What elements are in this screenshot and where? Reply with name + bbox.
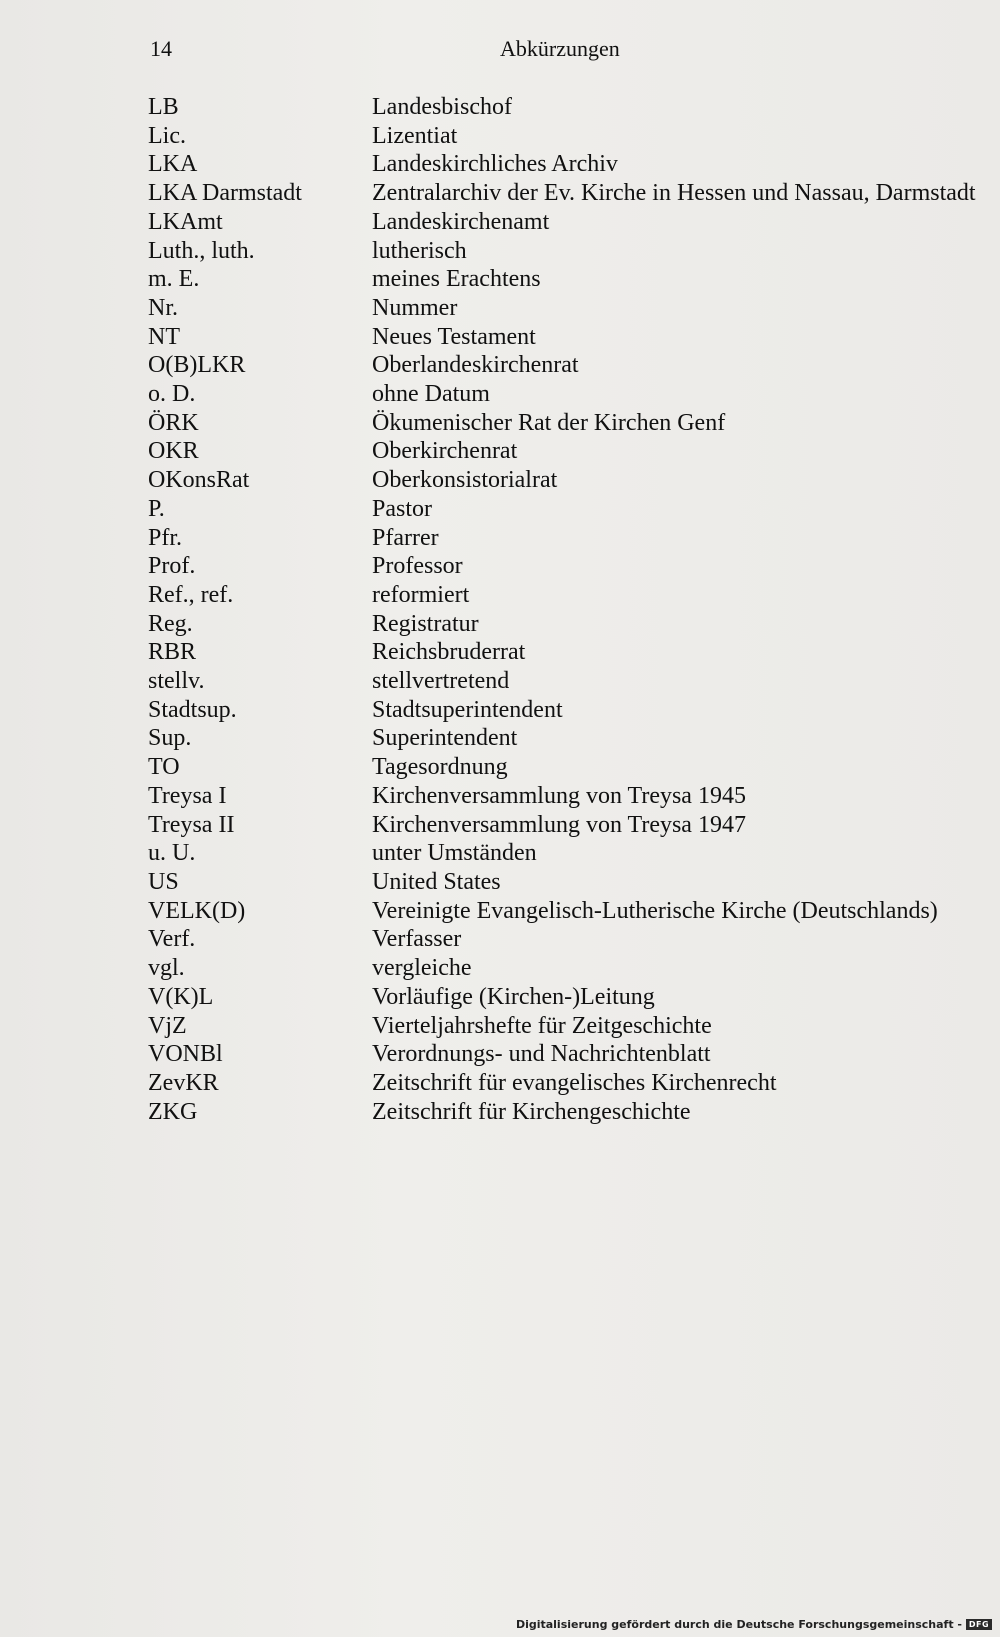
abbreviation-entry <box>148 1012 978 1041</box>
abbreviation-term: O(B)LKR <box>148 352 246 379</box>
abbreviation-entry <box>148 954 978 983</box>
credit-text: Digitalisierung gefördert durch die Deutsche Forschungsgemeinschaft - <box>515 1618 962 1631</box>
abbreviation-term: US <box>148 868 179 895</box>
abbreviation-term: OKonsRat <box>148 467 250 494</box>
abbreviation-meaning: Landeskirchenamt <box>372 208 550 235</box>
abbreviation-meaning: Registratur <box>372 610 479 637</box>
abbreviation-entry <box>148 552 978 581</box>
abbreviation-meaning: vergleiche <box>372 955 472 982</box>
abbreviation-meaning: Vorläufige (Kirchen-)Leitung <box>372 983 655 1010</box>
dfg-logo: DFG <box>966 1619 992 1630</box>
abbreviation-entry <box>148 782 978 811</box>
abbreviation-entry <box>148 753 978 782</box>
abbreviation-term: RBR <box>148 639 197 666</box>
abbreviation-entry <box>148 897 978 926</box>
page-number: 14 <box>150 36 172 61</box>
abbreviation-term: u. U. <box>148 840 196 867</box>
abbreviation-entry <box>148 380 978 409</box>
abbreviation-entry <box>148 466 978 495</box>
abbreviation-term: Sup. <box>148 725 192 752</box>
abbreviation-entry <box>148 495 978 524</box>
abbreviation-entry <box>148 581 978 610</box>
abbreviation-entry <box>148 1098 978 1127</box>
abbreviation-meaning: stellvertretend <box>372 668 510 695</box>
page-header <box>150 36 630 66</box>
abbreviation-entry <box>148 524 978 553</box>
abbreviation-meaning: ohne Datum <box>372 381 490 408</box>
abbreviation-term: Nr. <box>148 294 178 321</box>
abbreviation-list <box>148 93 978 1126</box>
abbreviation-entry <box>148 868 978 897</box>
abbreviation-term: Stadtsup. <box>148 696 237 723</box>
abbreviation-term: ZevKR <box>148 1069 219 1096</box>
abbreviation-meaning: Vereinigte Evangelisch-Lutherische Kirche (Deutschlands) <box>372 897 938 924</box>
abbreviation-meaning: Landeskirchliches Archiv <box>372 151 618 178</box>
abbreviation-meaning: Oberlandeskirchenrat <box>372 352 579 379</box>
abbreviation-meaning: Stadtsuperintendent <box>372 696 563 723</box>
abbreviation-term: VONBl <box>148 1041 223 1068</box>
abbreviation-entry <box>148 409 978 438</box>
abbreviation-entry <box>148 696 978 725</box>
abbreviation-term: m. E. <box>148 266 200 293</box>
running-title: Abkürzungen <box>500 36 620 61</box>
abbreviation-meaning: lutherisch <box>372 237 467 264</box>
abbreviation-entry <box>148 667 978 696</box>
abbreviation-meaning: Pfarrer <box>372 524 439 551</box>
abbreviation-meaning: Vierteljahrshefte für Zeitgeschichte <box>372 1012 712 1039</box>
abbreviation-meaning: Lizentiat <box>372 122 458 149</box>
abbreviation-term: Verf. <box>148 926 196 953</box>
abbreviation-term: Lic. <box>148 122 186 149</box>
abbreviation-term: Luth., luth. <box>148 237 255 264</box>
abbreviation-term: ÖRK <box>148 409 199 436</box>
abbreviation-meaning: Nummer <box>372 294 458 321</box>
abbreviation-meaning: Professor <box>372 553 463 580</box>
abbreviation-term: o. D. <box>148 381 196 408</box>
abbreviation-meaning: Verordnungs- und Nachrichtenblatt <box>372 1041 711 1068</box>
abbreviation-term: LKAmt <box>148 208 223 235</box>
abbreviation-meaning: Superintendent <box>372 725 518 752</box>
abbreviation-entry <box>148 351 978 380</box>
abbreviation-meaning: Verfasser <box>372 926 462 953</box>
abbreviation-term: Treysa I <box>148 782 227 809</box>
abbreviation-term: Prof. <box>148 553 196 580</box>
abbreviation-term: stellv. <box>148 668 205 695</box>
abbreviation-entry <box>148 811 978 840</box>
abbreviation-meaning: Neues Testament <box>372 323 536 350</box>
abbreviation-term: Ref., ref. <box>148 581 234 608</box>
abbreviation-entry <box>148 983 978 1012</box>
abbreviation-term: vgl. <box>148 955 185 982</box>
abbreviation-term: V(K)L <box>148 983 214 1010</box>
abbreviation-meaning: United States <box>372 868 501 895</box>
abbreviation-term: LB <box>148 94 179 120</box>
abbreviation-term: ZKG <box>148 1098 198 1125</box>
abbreviation-meaning: meines Erachtens <box>372 266 541 293</box>
abbreviation-meaning: Pastor <box>372 495 432 522</box>
abbreviation-entry <box>148 265 978 294</box>
abbreviation-term: Pfr. <box>148 524 183 551</box>
abbreviation-meaning: Tagesordnung <box>372 754 508 781</box>
abbreviation-term: LKA Darmstadt <box>148 180 302 207</box>
abbreviation-term: LKA <box>148 151 198 178</box>
abbreviation-entry <box>148 179 978 208</box>
abbreviation-meaning: Oberkirchenrat <box>372 438 518 465</box>
abbreviation-term: VjZ <box>148 1012 187 1039</box>
abbreviation-entry <box>148 1069 978 1098</box>
abbreviation-meaning: Kirchenversammlung von Treysa 1947 <box>372 811 746 838</box>
abbreviation-meaning: Zeitschrift für Kirchengeschichte <box>372 1098 691 1125</box>
abbreviation-entry <box>148 610 978 639</box>
abbreviation-meaning: Zeitschrift für evangelisches Kirchenrecht <box>372 1069 777 1096</box>
abbreviation-entry <box>148 208 978 237</box>
abbreviation-entry <box>148 93 978 122</box>
abbreviation-term: VELK(D) <box>148 897 246 924</box>
abbreviation-term: NT <box>148 323 180 350</box>
abbreviation-entry <box>148 294 978 323</box>
abbreviation-entry <box>148 839 978 868</box>
abbreviation-meaning: Landesbischof <box>372 94 512 120</box>
abbreviation-entry <box>148 150 978 179</box>
abbreviation-entry <box>148 1040 978 1069</box>
abbreviation-entry <box>148 237 978 266</box>
abbreviation-term: TO <box>148 754 180 781</box>
abbreviation-meaning: unter Umständen <box>372 840 537 867</box>
abbreviation-meaning: Ökumenischer Rat der Kirchen Genf <box>372 409 726 436</box>
abbreviation-term: Reg. <box>148 610 193 637</box>
abbreviation-term: OKR <box>148 438 199 465</box>
abbreviation-entry <box>148 638 978 667</box>
abbreviation-entry <box>148 437 978 466</box>
abbreviation-entry <box>148 925 978 954</box>
abbreviation-meaning: Oberkonsistorialrat <box>372 467 558 494</box>
abbreviation-term: Treysa II <box>148 811 235 838</box>
abbreviation-meaning: Reichsbruderrat <box>372 639 526 666</box>
abbreviation-entry <box>148 122 978 151</box>
abbreviation-meaning: Kirchenversammlung von Treysa 1945 <box>372 782 746 809</box>
abbreviation-meaning: reformiert <box>372 581 470 608</box>
abbreviation-meaning: Zentralarchiv der Ev. Kirche in Hessen und Nassau, Darmstadt <box>372 180 976 207</box>
abbreviation-term: P. <box>148 495 165 522</box>
digitization-credit <box>516 1618 992 1631</box>
abbreviation-entry <box>148 724 978 753</box>
abbreviation-entry <box>148 323 978 352</box>
